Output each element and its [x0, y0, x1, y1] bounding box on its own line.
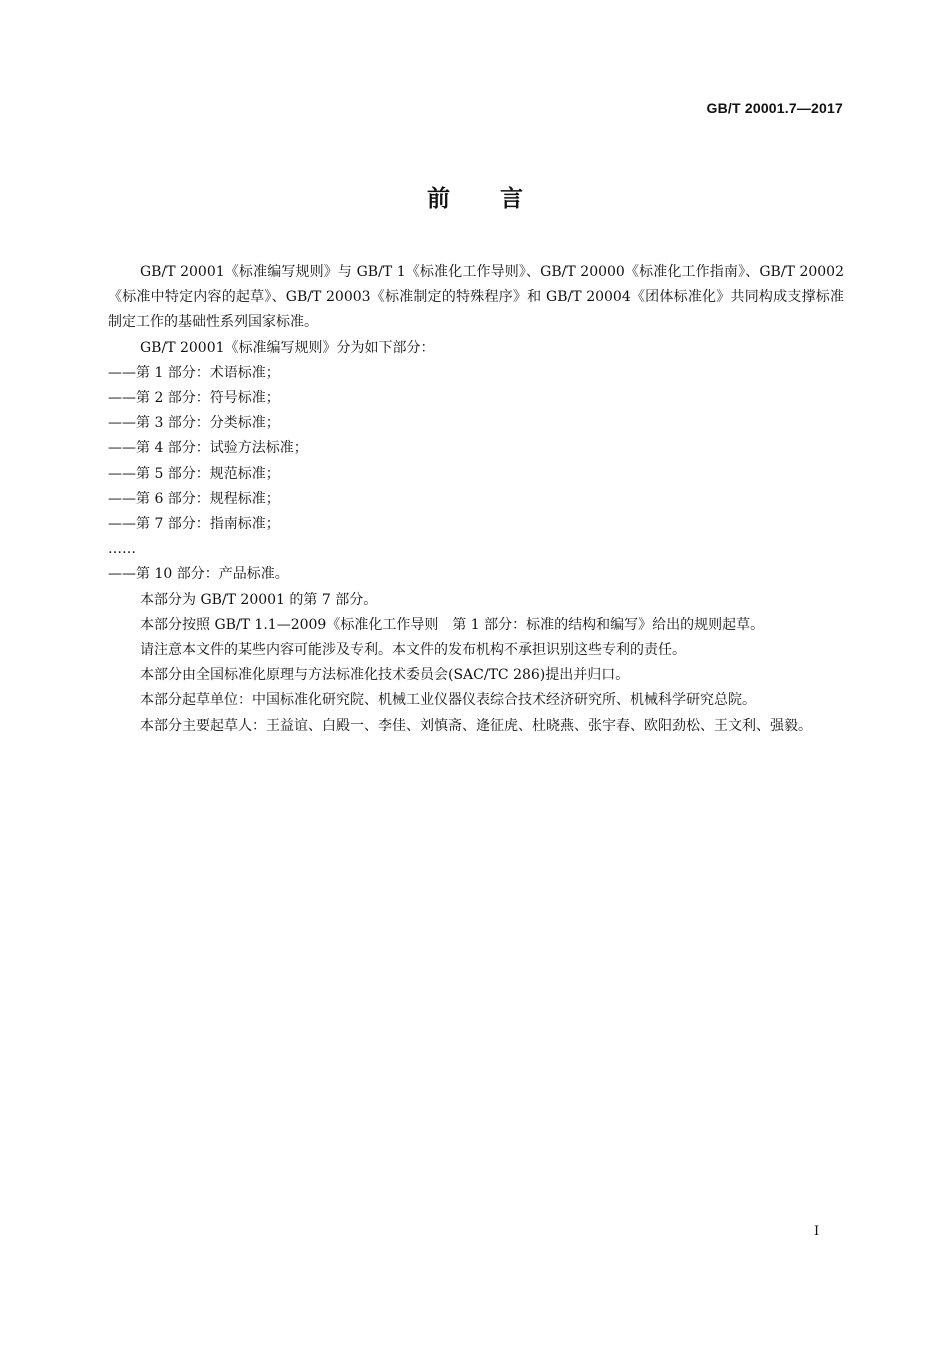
list-item: ——第 3 部分：分类标准； — [108, 415, 280, 432]
list-item: ——第 5 部分：规范标准； — [108, 465, 280, 482]
page-number: I — [814, 1224, 820, 1239]
statement-drafting-units: 本部分起草单位：中国标准化研究院、机械工业仪器仪表综合技术经济研究所、机械科学研究总院。 — [140, 692, 756, 709]
list-item: ——第 6 部分：规程标准； — [108, 490, 280, 507]
statement-part-number: 本部分为 GB/T 20001 的第 7 部分。 — [140, 591, 378, 608]
list-item: ——第 10 部分：产品标准。 — [108, 566, 289, 583]
foreword-body — [108, 260, 844, 739]
standard-code-header: GB/T 20001.7—2017 — [706, 100, 843, 116]
statement-drafting-rules: 本部分按照 GB/T 1.1—2009《标准化工作导则 第 1 部分：标准的结构和编写》给出的规则起草。 — [140, 616, 765, 633]
statement-proposer: 本部分由全国标准化原理与方法标准化技术委员会(SAC/TC 286)提出并归口。 — [140, 667, 630, 684]
statement-patent-notice: 请注意本文件的某些内容可能涉及专利。本文件的发布机构不承担识别这些专利的责任。 — [140, 642, 686, 659]
list-item: ——第 4 部分：试验方法标准； — [108, 440, 308, 457]
page-title: 前言 — [427, 186, 573, 212]
list-item: ——第 7 部分：指南标准； — [108, 516, 280, 533]
list-item: ——第 1 部分：术语标准； — [108, 364, 280, 381]
parts-intro-paragraph: GB/T 20001《标准编写规则》分为如下部分： — [140, 339, 435, 356]
list-item: ——第 2 部分：符号标准； — [108, 390, 280, 407]
statement-drafters: 本部分主要起草人：王益谊、白殿一、李佳、刘慎斋、逄征虎、杜晓燕、张宇春、欧阳劲松、王文利、强毅。 — [140, 717, 812, 734]
list-ellipsis: …… — [108, 541, 136, 558]
intro-paragraph: GB/T 20001《标准编写规则》与 GB/T 1《标准化工作导则》、GB/T 20000《标准化工作指南》、GB/T 20002《标准中特定内容的起草》、GB/T 20003《标准制定的特殊程序》和 GB/T 20004《团体标准化》共同构成支撑标准制定工作的基础性系列国家标准。 — [108, 264, 844, 331]
